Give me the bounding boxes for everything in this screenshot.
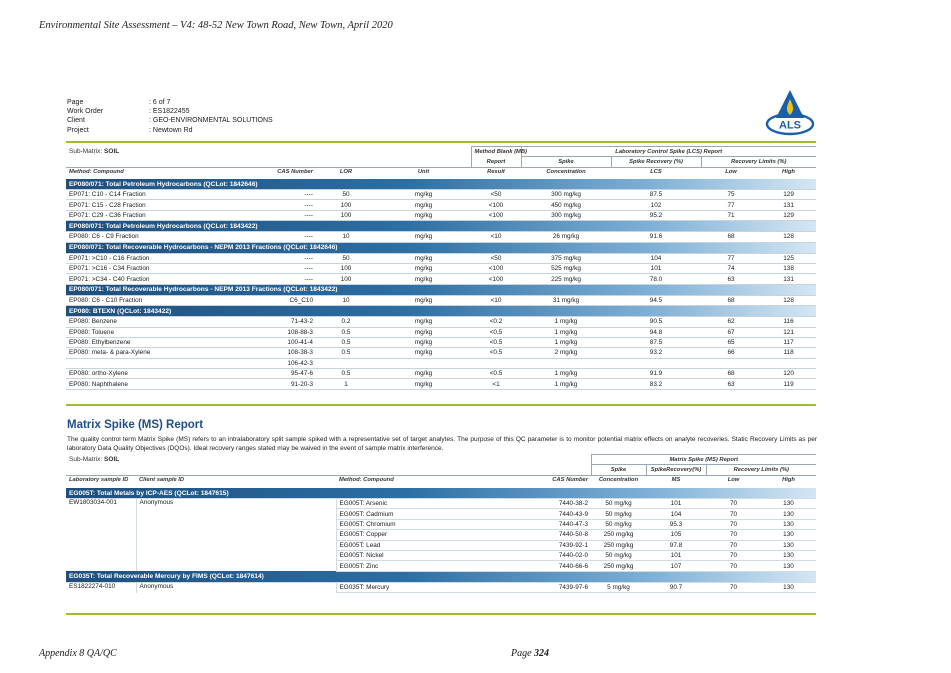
hdr-ms-report: Matrix Spike (MS) Report (591, 455, 816, 465)
cell-cas: 7440-50-8 (526, 530, 591, 540)
hdr-ms-recovery-limits: Recovery Limits (%) (706, 465, 816, 475)
cell-result: <100 (471, 274, 521, 284)
cell-client-sample-id: Anonymous (136, 499, 336, 572)
table-row (66, 337, 816, 347)
cell-client-sample-id: Anonymous (136, 582, 336, 592)
cell-compound: EP080: meta- & para-Xylene (66, 348, 256, 358)
col-method-compound: Method: Compound (69, 169, 124, 176)
cell-high: 130 (761, 499, 816, 509)
cell-lor: 1 (316, 379, 376, 389)
col-result: Result (487, 169, 505, 176)
cell-lcs: 91.9 (611, 369, 701, 379)
col-high: High (782, 169, 795, 176)
cell-lor: 0.5 (316, 337, 376, 347)
cell-concentration: 250 mg/kg (591, 561, 646, 571)
cell-concentration: 50 mg/kg (591, 519, 646, 529)
cell-ms: 104 (646, 509, 706, 519)
table-row (66, 369, 816, 379)
cell-unit: mg/kg (376, 369, 471, 379)
logo-text: ALS (779, 119, 801, 132)
col-ms-high: High (782, 477, 795, 484)
table-row (66, 200, 816, 210)
cell-unit: mg/kg (376, 327, 471, 337)
cell-compound: EP071: >C34 - C40 Fraction (66, 274, 256, 284)
cell-low: 70 (706, 499, 761, 509)
col-cas-number: CAS Number (277, 169, 313, 176)
cell-result: <10 (471, 232, 521, 242)
cell-concentration: 1 mg/kg (521, 337, 611, 347)
cell-concentration: 300 mg/kg (521, 190, 611, 200)
cell-high: 130 (761, 540, 816, 550)
cell-high: 118 (761, 348, 816, 358)
cell-concentration: 31 mg/kg (521, 295, 611, 305)
cell-compound: EP080: Ethylbenzene (66, 337, 256, 347)
cell-high: 129 (761, 190, 816, 200)
cell-compound: EP080: Benzene (66, 317, 256, 327)
ms-bottom-divider (66, 613, 816, 615)
cell-compound (66, 358, 256, 368)
cell-low: 77 (701, 200, 761, 210)
cell-high: 130 (761, 509, 816, 519)
table-row (66, 582, 816, 592)
cell-low: 70 (706, 530, 761, 540)
col-ms-low: Low (727, 477, 740, 484)
qc-lot-group-header (66, 284, 816, 295)
lcs-bottom-divider (66, 404, 816, 406)
cell-cas: 106-42-3 (256, 358, 316, 368)
cell-low: 62 (701, 317, 761, 327)
cell-high: 130 (761, 582, 816, 592)
cell-compound: EP071: C29 - C36 Fraction (66, 210, 256, 220)
cell-lcs (611, 358, 701, 368)
cell-lor: 0.5 (316, 348, 376, 358)
cell-unit: mg/kg (376, 190, 471, 200)
cell-lcs: 94.8 (611, 327, 701, 337)
cell-cas: 7440-02-0 (526, 550, 591, 560)
cell-ms: 95.3 (646, 519, 706, 529)
cell-ms: 101 (646, 550, 706, 560)
cell-result: <50 (471, 190, 521, 200)
cell-concentration: 450 mg/kg (521, 200, 611, 210)
table-row (66, 499, 816, 509)
cell-high: 128 (761, 232, 816, 242)
cell-lor: 10 (316, 295, 376, 305)
group-title: EG005T: Total Metals by ICP-AES (QCLot: 1847615) (66, 488, 816, 499)
cell-cas: 7439-97-6 (526, 582, 591, 592)
footer-appendix: Appendix 8 QA/QC (39, 648, 117, 659)
cell-lcs: 83.2 (611, 379, 701, 389)
cell-compound: EP071: C10 - C14 Fraction (66, 190, 256, 200)
lcs-table (66, 179, 816, 390)
cell-cas: 108-88-3 (256, 327, 316, 337)
cell-compound: EG005T: Lead (336, 540, 526, 550)
cell-high: 130 (761, 519, 816, 529)
cell-cas: ---- (256, 274, 316, 284)
cell-low: 67 (701, 327, 761, 337)
qc-lot-group-header (66, 242, 816, 253)
meta-label: Project (67, 126, 89, 134)
cell-cas: ---- (256, 200, 316, 210)
cell-concentration: 250 mg/kg (591, 540, 646, 550)
cell-concentration: 50 mg/kg (591, 499, 646, 509)
cell-result: <50 (471, 253, 521, 263)
cell-lcs: 91.6 (611, 232, 701, 242)
cell-unit: mg/kg (376, 200, 471, 210)
col-ms: MS (671, 477, 681, 484)
ms-table-header (66, 454, 816, 485)
group-title: EP080/071: Total Recoverable Hydrocarbons - NEPM 2013 Fractions (QCLot: 1842646) (66, 242, 816, 253)
cell-cas: ---- (256, 190, 316, 200)
cell-lor: 100 (316, 274, 376, 284)
als-logo (764, 88, 816, 138)
cell-low: 70 (706, 509, 761, 519)
cell-high: 117 (761, 337, 816, 347)
cell-low: 63 (701, 379, 761, 389)
meta-label: Client (67, 117, 85, 125)
cell-result (471, 358, 521, 368)
cell-unit: mg/kg (376, 317, 471, 327)
col-lcs: LCS (650, 169, 662, 176)
cell-low: 63 (701, 274, 761, 284)
cell-lor: 0.5 (316, 369, 376, 379)
hdr-spike: Spike (521, 157, 611, 167)
cell-result: <0.5 (471, 327, 521, 337)
ms-report-paragraph: The quality control term Matrix Spike (MS) refers to an intralaboratory split sample spiked with a representative set of target analytes. The purpose of this QC parameter is to monitor potential matrix effects on analyte recoveries. Static Recovery Limits as per laboratory Data Quality Objectives (DQOs). Ideal recovery ranges stated may be waived in the event of sample matrix interference. (67, 436, 817, 453)
col-unit: Unit (417, 169, 430, 176)
cell-low: 70 (706, 582, 761, 592)
cell-lcs: 95.2 (611, 210, 701, 220)
cell-lcs: 87.5 (611, 190, 701, 200)
col-client-sample-id: Client sample ID (139, 477, 185, 484)
cell-cas: 91-20-3 (256, 379, 316, 389)
cell-result: <0.2 (471, 317, 521, 327)
qc-lot-group-header (66, 306, 816, 317)
cell-unit: mg/kg (376, 274, 471, 284)
footer-page-number: Page 324 (511, 648, 550, 659)
table-row (66, 253, 816, 263)
qc-lot-group-header (66, 179, 816, 190)
meta-value: : 6 of 7 (149, 99, 171, 106)
cell-concentration: 250 mg/kg (591, 530, 646, 540)
cell-unit: mg/kg (376, 253, 471, 263)
cell-unit: mg/kg (376, 210, 471, 220)
cell-concentration: 1 mg/kg (521, 317, 611, 327)
table-row (66, 232, 816, 242)
col-ms-method-compound: Method: Compound (339, 477, 394, 484)
cell-high: 119 (761, 379, 816, 389)
table-row (66, 379, 816, 389)
cell-cas: ---- (256, 253, 316, 263)
col-low: Low (725, 169, 737, 176)
cell-unit: mg/kg (376, 295, 471, 305)
cell-lcs: 93.2 (611, 348, 701, 358)
cell-result: <1 (471, 379, 521, 389)
cell-concentration: 1 mg/kg (521, 327, 611, 337)
ms-submatrix: Sub-Matrix: SOIL (69, 456, 120, 464)
cell-low: 70 (706, 540, 761, 550)
cell-lor: 50 (316, 253, 376, 263)
cell-high: 130 (761, 530, 816, 540)
cell-low: 75 (701, 190, 761, 200)
ms-table (66, 488, 816, 593)
cell-lcs: 104 (611, 253, 701, 263)
table-row (66, 295, 816, 305)
cell-lcs: 78.0 (611, 274, 701, 284)
cell-cas: 7440-43-9 (526, 509, 591, 519)
cell-lcs: 94.5 (611, 295, 701, 305)
cell-unit: mg/kg (376, 337, 471, 347)
cell-unit: mg/kg (376, 348, 471, 358)
ms-report-title: Matrix Spike (MS) Report (67, 419, 204, 431)
cell-compound: EP080: C6 - C10 Fraction (66, 295, 256, 305)
cell-compound: EG005T: Chromium (336, 519, 526, 529)
meta-value: : GEO-ENVIRONMENTAL SOLUTIONS (149, 117, 273, 125)
col-ms-cas-number: CAS Number (552, 477, 588, 484)
cell-lcs: 102 (611, 200, 701, 210)
cell-compound: EP071: >C10 - C16 Fraction (66, 253, 256, 263)
meta-row-client (67, 116, 273, 125)
group-title: EP080/071: Total Recoverable Hydrocarbons - NEPM 2013 Fractions (QCLot: 1843422) (66, 284, 816, 295)
cell-lcs: 90.5 (611, 317, 701, 327)
group-title: EP080/071: Total Petroleum Hydrocarbons (QCLot: 1842646) (66, 179, 816, 190)
cell-compound: EG005T: Arsenic (336, 499, 526, 509)
cell-high: 121 (761, 327, 816, 337)
cell-lab-sample-id: EW1803034-001 (66, 499, 136, 572)
meta-row-page (67, 98, 273, 107)
cell-lor: 50 (316, 190, 376, 200)
cell-lor: 10 (316, 232, 376, 242)
group-title: EP080/071: Total Petroleum Hydrocarbons (QCLot: 1843422) (66, 221, 816, 232)
cell-ms: 105 (646, 530, 706, 540)
lcs-submatrix: Sub-Matrix: SOIL (69, 148, 120, 156)
cell-concentration: 50 mg/kg (591, 550, 646, 560)
hdr-method-blank: Method Blank (MB) (471, 147, 521, 157)
cell-compound: EG005T: Nickel (336, 550, 526, 560)
cell-lab-sample-id: ES1822274-010 (66, 582, 136, 592)
cell-lor: 0.2 (316, 317, 376, 327)
cell-high: 131 (761, 274, 816, 284)
cell-concentration: 1 mg/kg (521, 369, 611, 379)
cell-ms: 107 (646, 561, 706, 571)
cell-cas: 95-47-6 (256, 369, 316, 379)
report-meta (67, 98, 273, 135)
meta-value: : ES1822455 (149, 108, 190, 116)
hdr-method-blank-report: Report (471, 157, 521, 167)
meta-row-work-order (67, 107, 273, 116)
qc-lot-group-header (66, 571, 816, 582)
cell-cas: C6_C10 (256, 295, 316, 305)
cell-unit: mg/kg (376, 263, 471, 273)
cell-concentration: 5 mg/kg (591, 582, 646, 592)
meta-row-project (67, 126, 273, 135)
cell-unit: mg/kg (376, 232, 471, 242)
cell-cas: 7440-66-6 (526, 561, 591, 571)
cell-ms: 101 (646, 499, 706, 509)
cell-result: <100 (471, 263, 521, 273)
cell-cas: ---- (256, 210, 316, 220)
cell-low: 68 (701, 369, 761, 379)
cell-compound: EP080: Toluene (66, 327, 256, 337)
cell-low (701, 358, 761, 368)
hdr-recovery-limits: Recovery Limits (%) (701, 157, 816, 167)
cell-lcs: 87.5 (611, 337, 701, 347)
cell-cas: 100-41-4 (256, 337, 316, 347)
cell-unit: mg/kg (376, 379, 471, 389)
cell-low: 68 (701, 232, 761, 242)
cell-compound: EP071: C15 - C28 Fraction (66, 200, 256, 210)
cell-compound: EP071: >C16 - C34 Fraction (66, 263, 256, 273)
cell-low: 70 (706, 519, 761, 529)
cell-high: 131 (761, 200, 816, 210)
cell-concentration: 375 mg/kg (521, 253, 611, 263)
cell-lcs: 101 (611, 263, 701, 273)
col-lor: LOR (339, 169, 353, 176)
meta-label: Work Order (67, 108, 104, 116)
meta-value: : Newtown Rd (149, 126, 193, 134)
hdr-ms-spike-recovery: SpikeRecovery(%) (646, 465, 706, 475)
cell-compound: EG005T: Cadmium (336, 509, 526, 519)
cell-concentration: 26 mg/kg (521, 232, 611, 242)
cell-result: <0.5 (471, 337, 521, 347)
cell-concentration: 50 mg/kg (591, 509, 646, 519)
cell-low: 68 (701, 295, 761, 305)
cell-lor: 100 (316, 263, 376, 273)
cell-low: 70 (706, 561, 761, 571)
cell-lor: 100 (316, 200, 376, 210)
cell-compound: EG005T: Copper (336, 530, 526, 540)
cell-concentration: 525 mg/kg (521, 263, 611, 273)
cell-cas: 7439-92-1 (526, 540, 591, 550)
cell-compound: EG005T: Zinc (336, 561, 526, 571)
table-row (66, 348, 816, 358)
cell-low: 70 (706, 550, 761, 560)
cell-lor: 0.5 (316, 327, 376, 337)
table-row (66, 327, 816, 337)
cell-unit (376, 358, 471, 368)
hdr-spike-recovery: Spike Recovery (%) (611, 157, 701, 167)
cell-concentration: 1 mg/kg (521, 379, 611, 389)
cell-low: 77 (701, 253, 761, 263)
cell-high: 125 (761, 253, 816, 263)
cell-cas: ---- (256, 232, 316, 242)
table-row (66, 263, 816, 273)
cell-compound: EG035T: Mercury (336, 582, 526, 592)
cell-compound: EP080: ortho-Xylene (66, 369, 256, 379)
cell-high: 138 (761, 263, 816, 273)
cell-lor: 100 (316, 210, 376, 220)
cell-low: 65 (701, 337, 761, 347)
cell-high: 116 (761, 317, 816, 327)
group-title: EG035T: Total Recoverable Mercury by FIMS (QCLot: 1847614) (66, 571, 816, 582)
cell-compound: EP080: Naphthalene (66, 379, 256, 389)
cell-concentration: 225 mg/kg (521, 274, 611, 284)
cell-ms: 97.8 (646, 540, 706, 550)
cell-concentration: 2 mg/kg (521, 348, 611, 358)
hdr-ms-spike: Spike (591, 465, 646, 475)
table-row (66, 317, 816, 327)
qc-lot-group-header (66, 221, 816, 232)
table-row (66, 274, 816, 284)
cell-result: <100 (471, 210, 521, 220)
cell-ms: 90.7 (646, 582, 706, 592)
document-header-title: Environmental Site Assessment – V4: 48-52 New Town Road, New Town, April 2020 (39, 20, 393, 31)
cell-cas: 7440-38-2 (526, 499, 591, 509)
header-divider (66, 141, 816, 143)
table-row (66, 190, 816, 200)
cell-high (761, 358, 816, 368)
cell-result: <0.5 (471, 369, 521, 379)
cell-cas: 108-38-3 (256, 348, 316, 358)
cell-cas: 71-43-2 (256, 317, 316, 327)
cell-lor (316, 358, 376, 368)
cell-result: <0.5 (471, 348, 521, 358)
cell-high: 120 (761, 369, 816, 379)
cell-high: 129 (761, 210, 816, 220)
cell-concentration: 300 mg/kg (521, 210, 611, 220)
cell-compound: EP080: C6 - C9 Fraction (66, 232, 256, 242)
meta-label: Page (67, 99, 84, 106)
cell-low: 66 (701, 348, 761, 358)
cell-result: <10 (471, 295, 521, 305)
col-lab-sample-id: Laboratory sample ID (69, 477, 129, 484)
cell-cas: ---- (256, 263, 316, 273)
cell-high: 130 (761, 550, 816, 560)
cell-low: 74 (701, 263, 761, 273)
cell-low: 71 (701, 210, 761, 220)
table-row (66, 210, 816, 220)
cell-concentration (521, 358, 611, 368)
col-concentration: Concentration (546, 169, 586, 176)
hdr-lcs-report: Laboratory Control Spike (LCS) Report (521, 147, 816, 157)
table-row (66, 358, 816, 368)
group-title: EP080: BTEXN (QCLot: 1843422) (66, 306, 816, 317)
cell-high: 130 (761, 561, 816, 571)
cell-result: <100 (471, 200, 521, 210)
col-ms-concentration: Concentration (598, 477, 639, 484)
lcs-table-header (66, 146, 816, 177)
cell-high: 128 (761, 295, 816, 305)
cell-cas: 7440-47-3 (526, 519, 591, 529)
qc-lot-group-header (66, 488, 816, 499)
